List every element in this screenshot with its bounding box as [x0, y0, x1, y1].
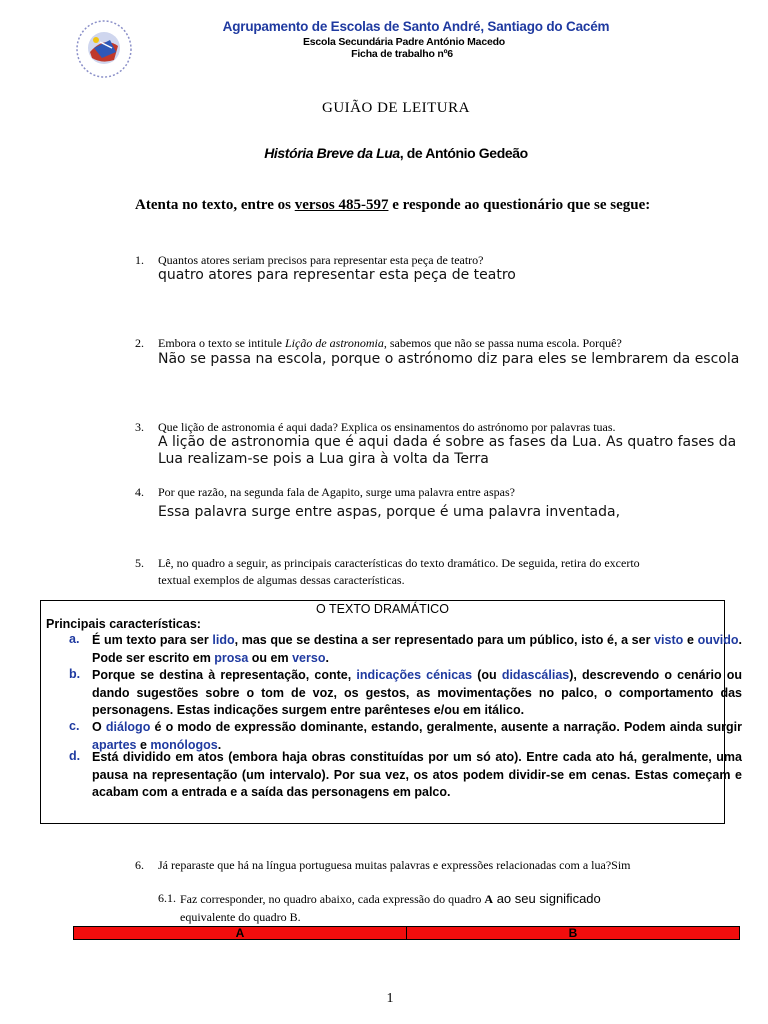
question-6-1-text-line-2: equivalente do quadro B.	[180, 910, 301, 924]
question-number: 2.	[135, 336, 144, 350]
question-number: 1.	[135, 253, 144, 267]
school-group-name: Agrupamento de Escolas de Santo André, Santiago do Cacém	[222, 19, 610, 34]
question-number: 6.	[135, 858, 144, 872]
question-5-text-line-2: textual exemplos de algumas dessas características.	[158, 573, 405, 587]
question-4-text: Por que razão, na segunda fala de Agapito, surge uma palavra entre aspas?	[158, 485, 515, 499]
book-author: , de António Gedeão	[399, 145, 528, 161]
question-number: 5.	[135, 556, 144, 570]
question-number: 6.1.	[158, 891, 176, 905]
answer-2: Não se passa na escola, porque o astrónomo diz para eles se lembrarem da escola	[158, 351, 740, 367]
book-title: História Breve da Lua	[264, 145, 400, 161]
box-title: O TEXTO DRAMÁTICO	[316, 602, 449, 616]
verses-range: versos 485-597	[294, 197, 389, 213]
answer-3-line-2: Lua realizam-se pois a Lua gira à volta da Terra	[158, 451, 489, 467]
school-name: Escola Secundária Padre António Macedo	[302, 36, 506, 48]
question-1-text: Quantos atores seriam precisos para representar esta peça de teatro?	[158, 253, 484, 267]
page-number: 1	[386, 991, 394, 1006]
box-subtitle: Principais características:	[46, 617, 201, 631]
matching-table-header	[73, 926, 740, 940]
question-6-text: Já reparaste que há na língua portuguesa muitas palavras e expressões relacionadas com a lua?Sim	[158, 858, 631, 872]
book-title-line	[0, 145, 768, 161]
column-a-header: A	[235, 926, 245, 940]
question-6-1-text: Faz corresponder, no quadro abaixo, cada expressão do quadro A ao seu significado	[180, 891, 601, 906]
lesson-title: Lição de astronomia	[284, 336, 384, 350]
question-number: 3.	[135, 420, 144, 434]
answer-4: Essa palavra surge entre aspas, porque é uma palavra inventada,	[158, 504, 621, 520]
page-title: GUIÃO DE LEITURA	[322, 100, 470, 116]
answer-1: quatro atores para representar esta peça de teatro	[158, 267, 516, 283]
instructions: Atenta no texto, entre os versos 485-597 e responde ao questionário que se segue:	[135, 197, 651, 213]
question-3-text: Que lição de astronomia é aqui dada? Explica os ensinamentos do astrónomo por palavras tuas.	[158, 420, 616, 434]
question-number: 4.	[135, 485, 144, 499]
question-5-text-line-1: Lê, no quadro a seguir, as principais características do texto dramático. De seguida, retira do excerto	[158, 556, 640, 570]
worksheet-number: Ficha de trabalho nº6	[351, 48, 453, 60]
answer-3-line-1: A lição de astronomia que é aqui dada é sobre as fases da Lua. As quatro fases da	[158, 434, 737, 450]
column-b-header: B	[406, 927, 739, 939]
question-2-text: Embora o texto se intitule Lição de astronomia, sabemos que não se passa numa escola. Porquê?	[158, 336, 622, 350]
